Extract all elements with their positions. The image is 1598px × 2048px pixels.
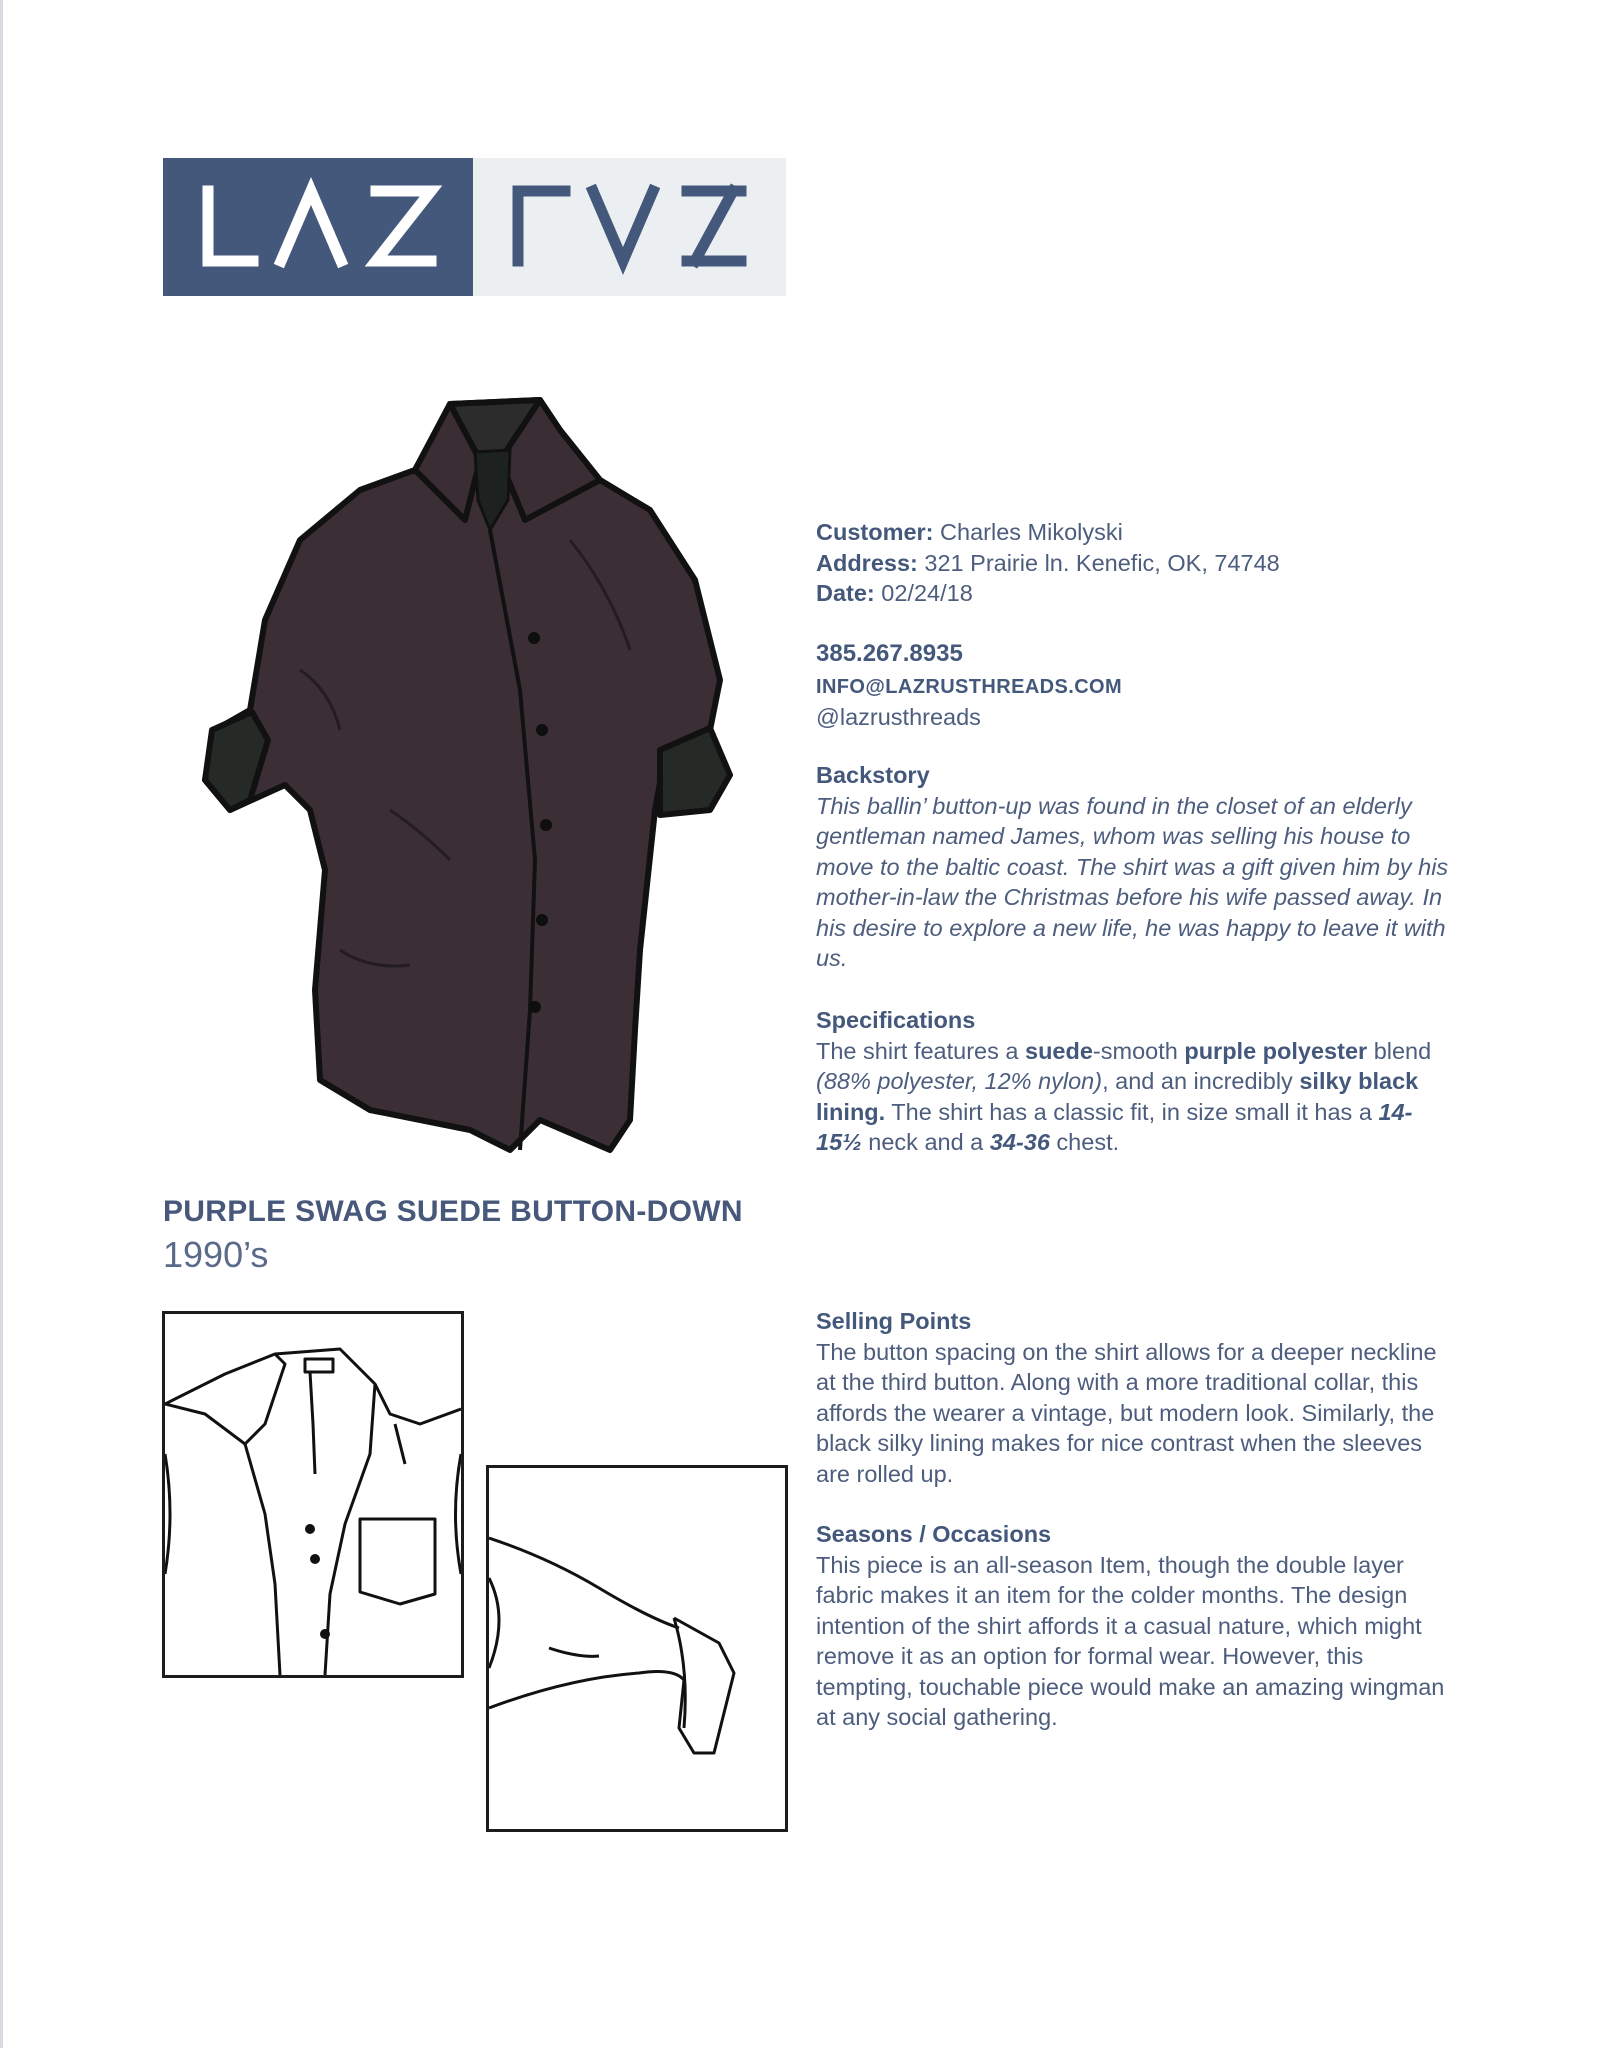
seasons-text: This piece is an all-season Item, though the double layer fabric makes it an item for the colder months. The design intention of the shirt affords it a casual nature, which might remove it as an option for formal wear. However, this tempting, touchable piece would make an amazing wingman at any social gathering. <box>816 1551 1445 1730</box>
seasons-heading: Seasons / Occasions <box>816 1521 1052 1547</box>
backstory-heading: Backstory <box>816 762 930 788</box>
selling-points-section <box>816 1306 1456 1489</box>
customer-value: Charles Mikolyski <box>940 519 1123 545</box>
selling-points-text: The button spacing on the shirt allows for a deeper neckline at the third button. Along with a more traditional collar, this affords the wearer a vintage, but modern look. Similarly, the black silky lining makes for nice contrast when the sleeves are rolled up. <box>816 1338 1437 1487</box>
logo-left-panel <box>163 158 473 296</box>
brand-logo <box>163 158 786 296</box>
address-label: Address: <box>816 549 918 576</box>
backstory-section <box>816 760 1456 974</box>
customer-label: Customer: <box>816 519 934 545</box>
spec-neck-size: 14-15½ <box>816 1098 1413 1155</box>
spec-text-5: The shirt has a classic fit, in size small it has a <box>885 1098 1379 1125</box>
customer-line <box>816 517 1456 548</box>
phone-number: 385.267.8935 <box>816 640 963 667</box>
collar-line-drawing <box>165 1314 461 1675</box>
spec-text-4: , and an incredibly <box>1102 1068 1300 1094</box>
backstory-text: This ballin’ button-up was found in the closet of an elderly gentleman named James, whom was selling his house to move to the baltic coast. The shirt was a gift given him by his mother-in-law the Christmas before his wife passed away. In his desire to explore a new life, he was happy to leave it with us. <box>816 792 1449 971</box>
spec-text-3: blend <box>1367 1037 1432 1064</box>
seasons-section <box>816 1519 1456 1733</box>
cuff-detail-sketch <box>486 1465 788 1832</box>
specifications-text <box>816 1036 1456 1158</box>
email-address: INFO@LAZRUSTHREADS.COM <box>816 675 1123 698</box>
logo-laz-mark <box>163 158 473 296</box>
date-line <box>816 578 1456 609</box>
spec-bold-lining: silky black lining. <box>816 1068 1419 1125</box>
spec-italic-blend: (88% polyester, 12% nylon) <box>816 1068 1103 1094</box>
product-name: PURPLE SWAG SUEDE BUTTON-DOWN <box>163 1195 743 1228</box>
spec-bold-suede: suede <box>1025 1037 1093 1064</box>
address-value: 321 Prairie ln. Kenefic, OK, 74748 <box>924 549 1280 576</box>
cuff-line-drawing <box>489 1468 785 1829</box>
customer-info <box>816 517 1456 609</box>
spec-bold-material: purple polyester <box>1184 1037 1368 1064</box>
contact-info <box>816 638 1456 733</box>
specifications-heading: Specifications <box>816 1007 976 1033</box>
shirt-illustration <box>190 390 750 1170</box>
date-value: 02/24/18 <box>881 580 973 606</box>
spec-chest-size: 34-36 <box>989 1129 1050 1155</box>
spec-text-7: chest. <box>1049 1129 1120 1155</box>
selling-points-heading: Selling Points <box>816 1308 972 1334</box>
spec-text-2: -smooth <box>1092 1037 1185 1064</box>
date-label: Date: <box>816 580 875 606</box>
logo-right-panel <box>473 158 786 296</box>
spec-text-1: The shirt features a <box>816 1037 1025 1064</box>
page-edge <box>0 0 3 2048</box>
social-handle: @lazrusthreads <box>816 704 981 730</box>
product-era: 1990’s <box>163 1234 269 1275</box>
address-line <box>816 548 1456 579</box>
spec-text-6: neck and a <box>861 1129 990 1155</box>
collar-detail-sketch <box>162 1311 464 1678</box>
specifications-section <box>816 1005 1456 1158</box>
logo-rus-mark <box>473 158 786 296</box>
